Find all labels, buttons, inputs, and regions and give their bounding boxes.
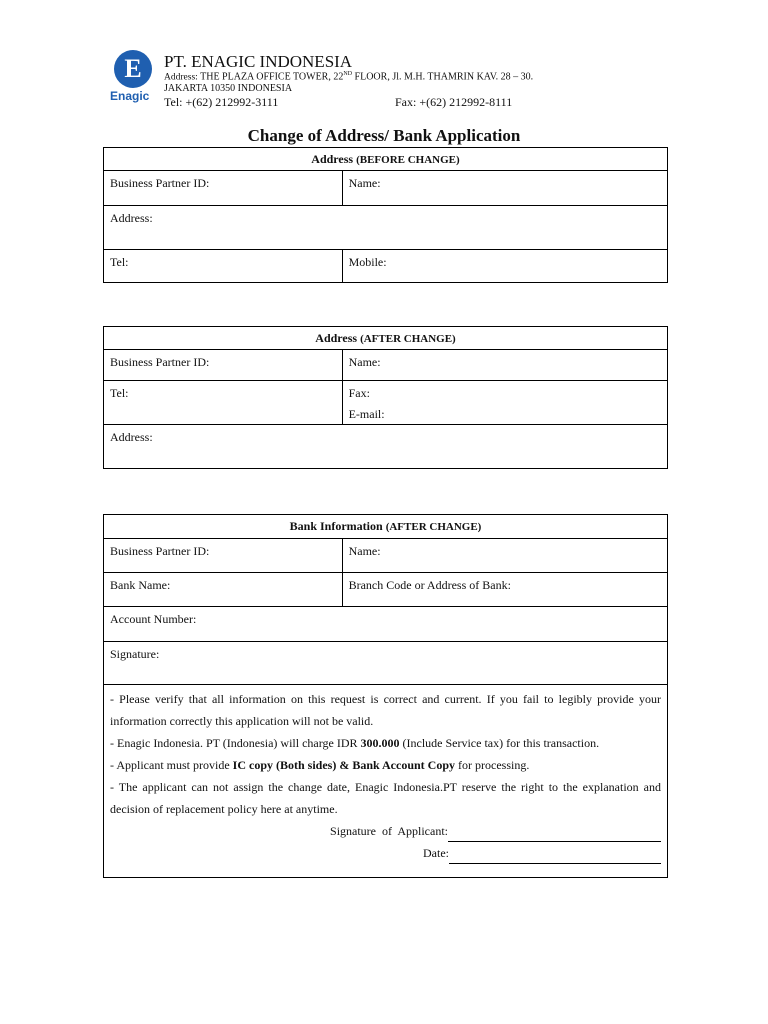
page-title: Change of Address/ Bank Application (247, 126, 521, 145)
after-address-field[interactable]: Address: (104, 425, 668, 469)
company-address-line2: JAKARTA 10350 INDONESIA (164, 83, 293, 94)
company-name: PT. ENAGIC INDONESIA (164, 52, 353, 71)
bank-partner-id-field[interactable]: Business Partner ID: (104, 539, 343, 573)
before-address-field[interactable]: Address: (104, 206, 668, 250)
bank-info-table (103, 514, 668, 878)
address-label: Address: (164, 72, 198, 83)
note-documents: - Applicant must provide IC copy (Both sides) & Bank Account Copy for processing. (110, 758, 530, 772)
note-verify: - Please verify that all information on this request is correct and current. If you fail to legibly provide your information correctly this application will not be valid. (110, 692, 661, 728)
after-fax-label: Fax: (348, 386, 370, 400)
before-tel-field[interactable]: Tel: (104, 250, 343, 283)
address-after-heading: Address (AFTER CHANGE) (104, 327, 668, 350)
terms-notes (104, 685, 668, 878)
bank-branch-field[interactable]: Branch Code or Address of Bank: (342, 573, 667, 607)
date-label: Date: (423, 846, 449, 860)
after-fax-email-field[interactable] (342, 381, 667, 425)
after-email-label: E-mail: (348, 407, 385, 421)
before-mobile-field[interactable]: Mobile: (342, 250, 667, 283)
address-before-table (103, 147, 668, 283)
applicant-signature-rule (448, 827, 661, 842)
date-rule (449, 849, 661, 864)
bank-account-number-field[interactable]: Account Number: (104, 607, 668, 642)
before-name-field[interactable]: Name: (342, 171, 667, 206)
date-line[interactable] (110, 842, 661, 864)
after-partner-id-field[interactable]: Business Partner ID: (104, 350, 343, 381)
applicant-signature-line[interactable] (110, 820, 661, 842)
address-part-a: THE PLAZA OFFICE TOWER, 22 (200, 71, 344, 83)
company-tel: Tel: +(62) 212992-3111 (164, 95, 279, 109)
before-partner-id-field[interactable]: Business Partner ID: (104, 171, 343, 206)
bank-info-heading: Bank Information (AFTER CHANGE) (104, 515, 668, 539)
note-charge: - Enagic Indonesia. PT (Indonesia) will charge IDR 300.000 (Include Service tax) for this transaction. (110, 736, 600, 750)
address-before-heading: Address (BEFORE CHANGE) (104, 148, 668, 171)
enagic-logo (110, 50, 160, 104)
company-address-line1 (164, 71, 533, 82)
bank-name-field[interactable]: Name: (342, 539, 667, 573)
logo-text: Enagic (110, 89, 150, 103)
after-name-field[interactable]: Name: (342, 350, 667, 381)
applicant-signature-label: Signature of Applicant: (330, 824, 448, 838)
bank-name-input[interactable]: Bank Name: (104, 573, 343, 607)
address-part-b: FLOOR, Jl. M.H. THAMRIN KAV. 28 – 30. (352, 71, 534, 83)
bank-signature-field[interactable]: Signature: (104, 642, 668, 685)
note-policy: - The applicant can not assign the change date, Enagic Indonesia.PT reserve the right to the explanation and decision of replacement policy here at anytime. (110, 780, 661, 816)
address-after-table (103, 326, 668, 469)
address-sup: ND (343, 71, 353, 77)
company-fax: Fax: +(62) 212992-8111 (395, 95, 513, 109)
after-tel-field[interactable]: Tel: (104, 381, 343, 425)
logo-letter: E (124, 54, 142, 83)
